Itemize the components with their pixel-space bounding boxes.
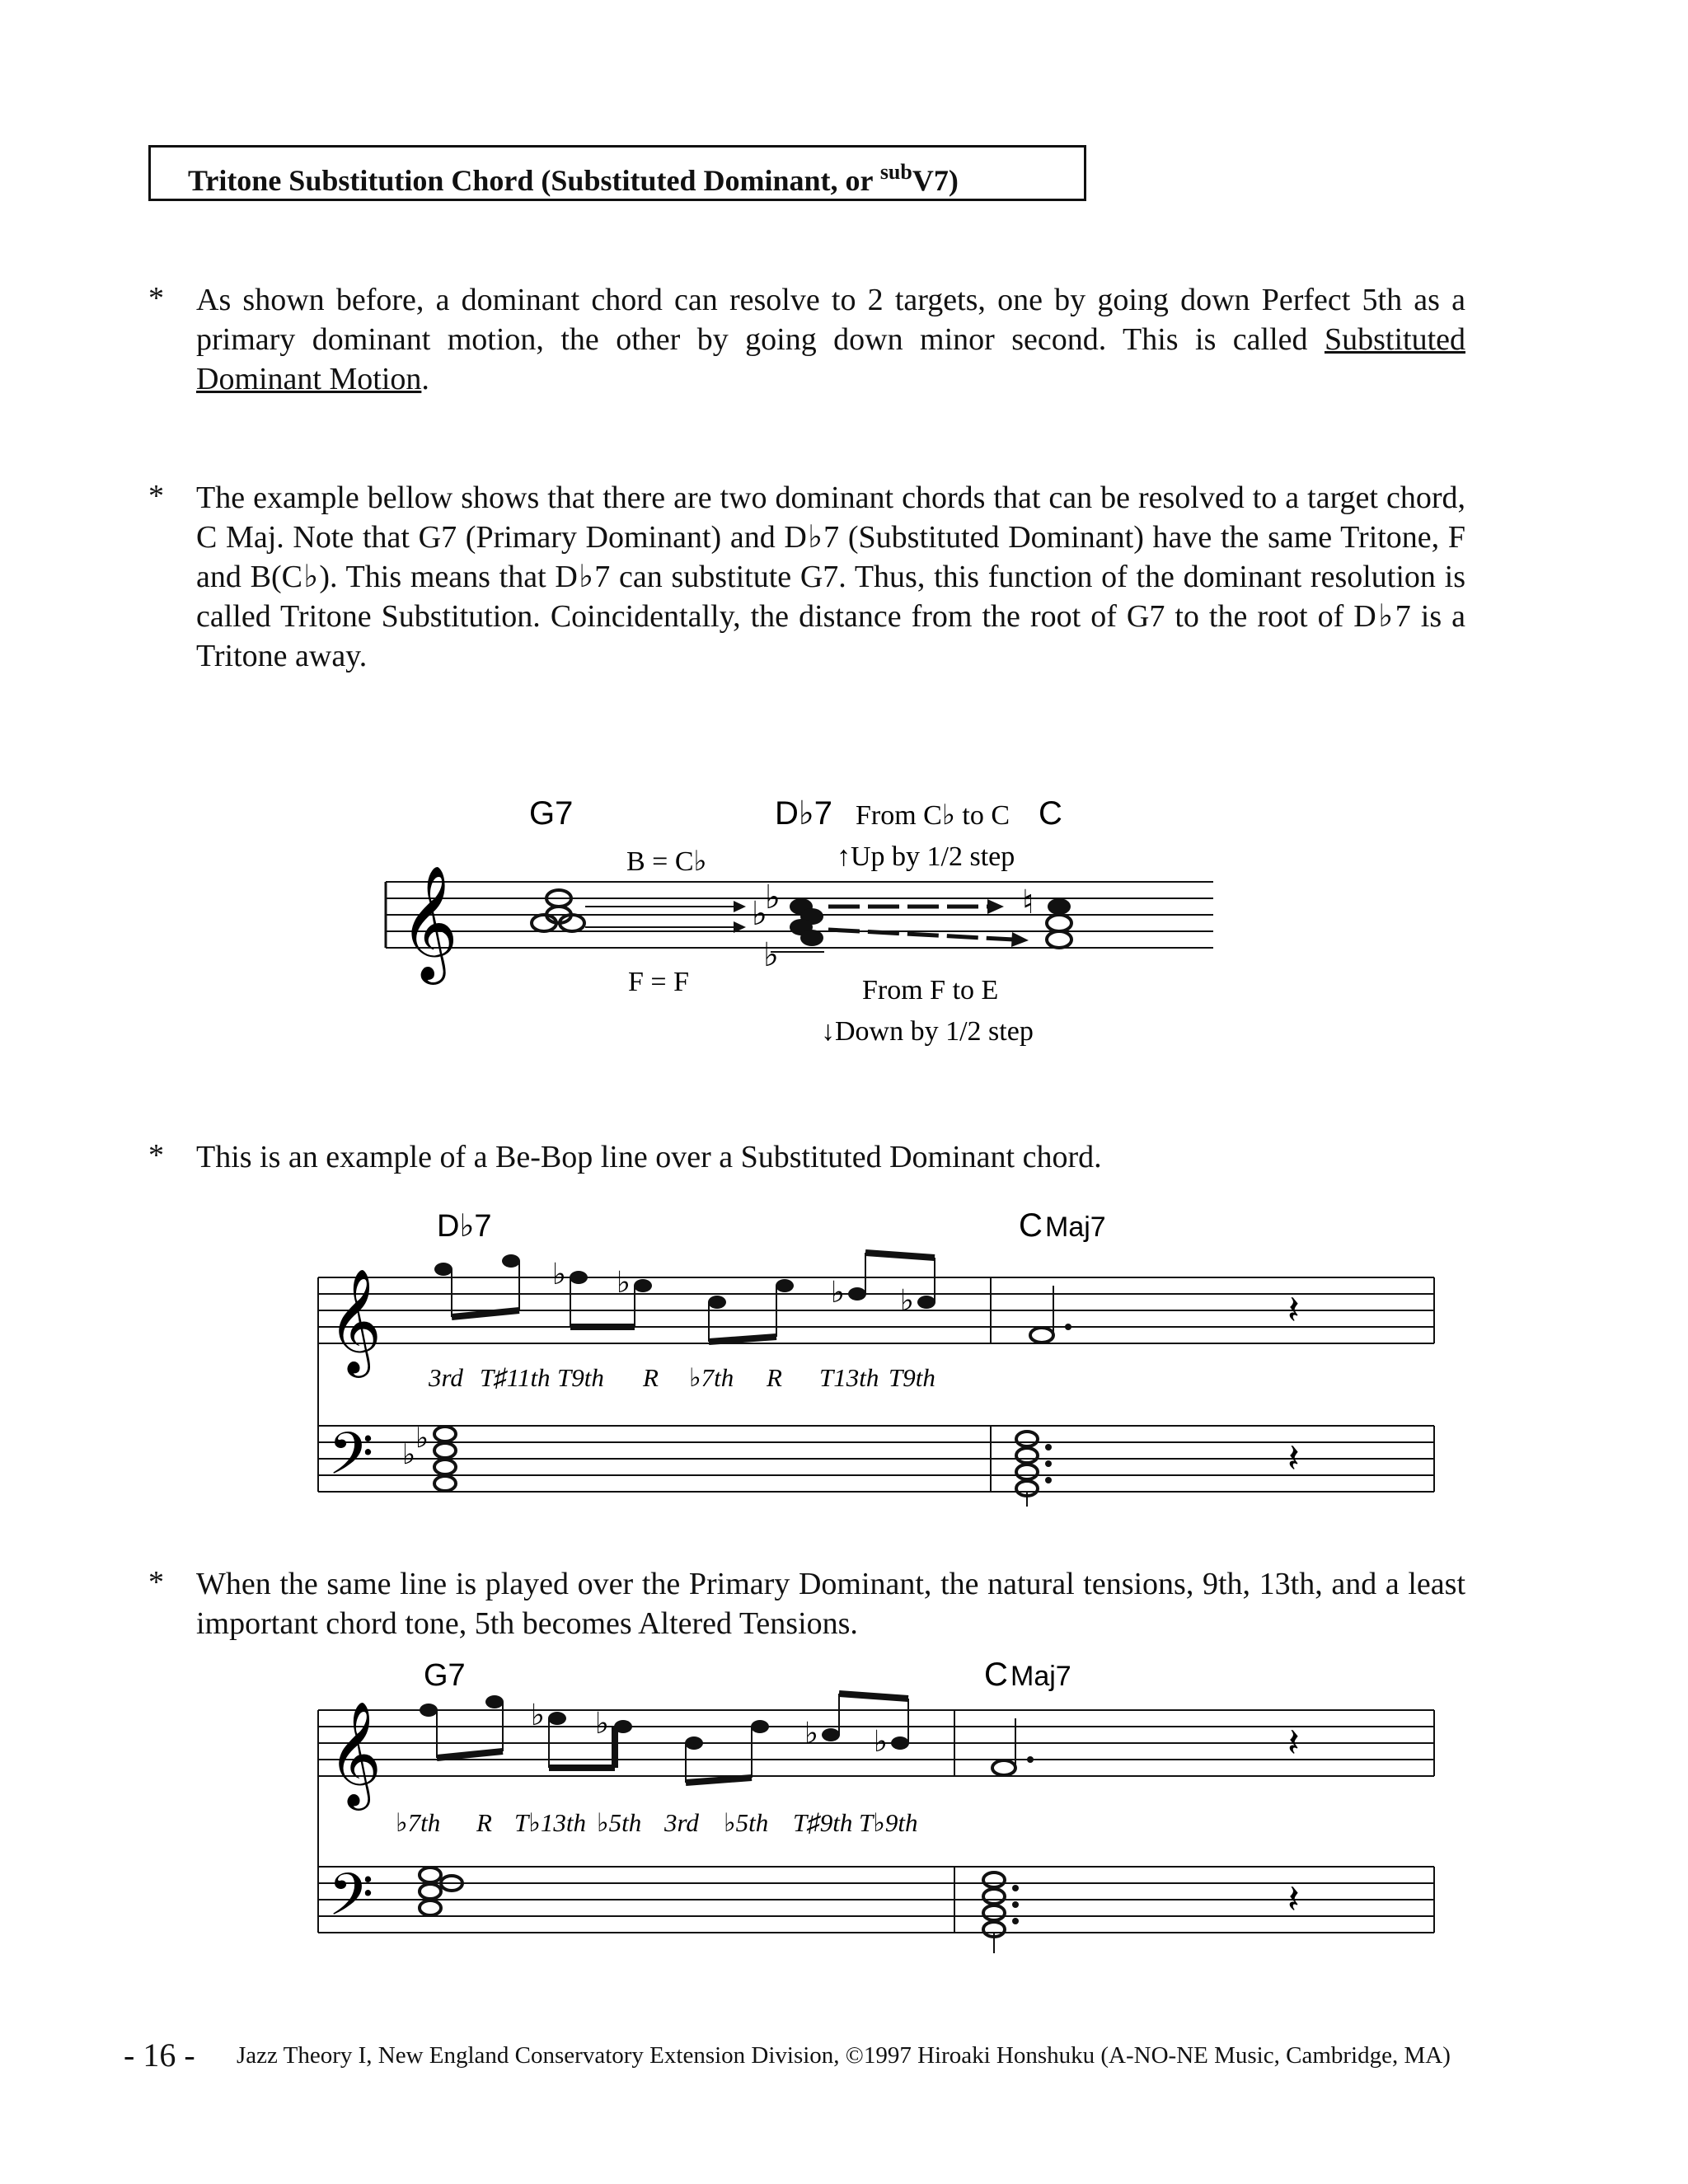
svg-text:T♭13th: T♭13th — [514, 1808, 586, 1837]
svg-text:R: R — [476, 1808, 492, 1837]
svg-text:♭: ♭ — [617, 1266, 631, 1299]
svg-text:♭: ♭ — [804, 1717, 818, 1750]
page-number: - 16 - — [124, 2036, 195, 2074]
svg-text:♭: ♭ — [874, 1725, 888, 1758]
page-title: Tritone Substitution Chord (Substituted Dominant, or $^{sub}$V7) — [188, 160, 959, 197]
svg-text:♭: ♭ — [765, 879, 781, 916]
bullet-marker: * — [148, 1565, 164, 1600]
paragraph-tritone-example: The example bellow shows that there are two dominant chords that can be resolved to a target chord, C Maj. Note that G7 (Primary Dominant) and D♭7 (Substituted Dominant) have the same Tritone, F and B(C♭). This means that D♭7 can substitute G7. Thus, this function of the dominant resolution is called Tritone Substitution. Coincidentally, the distance from the root of G7 to the root of D♭7 is a Tritone away. — [196, 480, 1465, 673]
quarter-rest-icon: 𝄽 — [1287, 1722, 1300, 1765]
svg-text:3rd: 3rd — [429, 1363, 463, 1392]
chord-notes-dflat7 — [752, 879, 824, 973]
paragraph-primary-dominant: When the same line is played over the Primary Dominant, the natural tensions, 9th, 13th, and a least important chord tone, 5th becomes Altered Tensions. — [196, 1567, 1465, 1641]
label-up-half-step: ↑Up by 1/2 step — [837, 841, 1015, 872]
chord-symbol-dflat7: D♭7 — [775, 795, 832, 832]
svg-text:♭7th: ♭7th — [396, 1808, 441, 1837]
chord-symbol-g7: G7 — [529, 795, 574, 832]
bass-chord-dflat7 — [402, 1423, 456, 1491]
bullet-marker: * — [148, 479, 164, 513]
treble-clef-icon: 𝄞 — [328, 1271, 382, 1371]
svg-text:♮: ♮ — [1022, 883, 1034, 921]
resolution-arrow-lower — [828, 930, 1029, 947]
svg-text:T9th: T9th — [557, 1363, 604, 1392]
chord-symbol-g7: G7 — [424, 1658, 466, 1693]
tritone-arrow-upper — [585, 901, 746, 912]
bass-chord-cmaj7 — [983, 1872, 1019, 1953]
bullet-marker: * — [148, 1138, 164, 1173]
bebop-line-g7-example — [0, 1644, 1688, 1957]
melody-notes — [434, 1253, 1071, 1343]
resolution-arrow-upper — [828, 899, 1004, 914]
melody-notes — [420, 1694, 1034, 1783]
svg-text:T♯9th: T♯9th — [793, 1808, 853, 1837]
paragraph-substituted-dominant-motion: As shown before, a dominant chord can resolve to 2 targets, one by going down Perfect 5th as a primary dominant motion, the other by going down minor second. This is called Substituted Dominant Motion. — [196, 283, 1465, 396]
tension-analysis — [428, 1363, 935, 1392]
svg-text:T♭9th: T♭9th — [859, 1808, 918, 1837]
paragraph-bebop-example: This is an example of a Be-Bop line over a Substituted Dominant chord. — [196, 1140, 1102, 1174]
treble-clef-icon: 𝄞 — [400, 868, 458, 977]
svg-text:♭5th: ♭5th — [597, 1808, 642, 1837]
svg-text:♭: ♭ — [595, 1707, 609, 1740]
label-from-cflat-to-c: From C♭ to C — [856, 800, 1010, 831]
svg-text:T13th: T13th — [819, 1363, 879, 1392]
svg-text:♭5th: ♭5th — [724, 1808, 769, 1837]
footer-credit: Jazz Theory I, New England Conservatory Extension Division, ©1997 Hiroaki Honshuku (A-NO-NE Music, Cambridge, MA) — [237, 2042, 1451, 2069]
svg-text:♭: ♭ — [831, 1276, 845, 1309]
treble-clef-icon: 𝄞 — [328, 1704, 382, 1804]
quarter-rest-icon: 𝄽 — [1287, 1289, 1300, 1333]
svg-text:R: R — [643, 1363, 659, 1392]
svg-text:♭: ♭ — [531, 1699, 545, 1732]
chord-symbol-cmaj7-root: C — [1019, 1207, 1043, 1244]
chord-symbol-cmaj7-root: C — [984, 1657, 1008, 1693]
quarter-rest-icon: 𝄽 — [1287, 1878, 1300, 1922]
label-f-equals-f: F = F — [628, 967, 689, 997]
svg-text:3rd: 3rd — [664, 1808, 699, 1837]
label-down-half-step: ↓Down by 1/2 step — [821, 1016, 1034, 1047]
svg-text:R: R — [767, 1363, 782, 1392]
label-from-f-to-e: From F to E — [862, 975, 999, 1005]
chord-symbol-cmaj7-quality: Maj7 — [1010, 1661, 1071, 1692]
term-substituted-dominant-motion: Substituted Dominant Motion — [196, 322, 1465, 396]
svg-text:♭: ♭ — [402, 1440, 416, 1470]
bass-clef-icon: 𝄢 — [328, 1422, 374, 1501]
svg-text:T♯11th: T♯11th — [480, 1363, 551, 1392]
svg-text:♭: ♭ — [552, 1258, 566, 1291]
bebop-line-subv7-example — [0, 1195, 1688, 1508]
tritone-substitution-example — [0, 783, 1688, 1071]
chord-notes-g7 — [532, 890, 584, 931]
chord-symbol-c: C — [1039, 795, 1062, 832]
bass-chord-g7 — [420, 1868, 462, 1915]
bass-clef-icon: 𝄢 — [328, 1863, 374, 1942]
tension-analysis — [396, 1808, 917, 1837]
chord-symbol-cmaj7-quality: Maj7 — [1045, 1212, 1106, 1243]
bullet-marker: * — [148, 281, 164, 316]
quarter-rest-icon: 𝄽 — [1287, 1437, 1300, 1481]
svg-text:♭7th: ♭7th — [689, 1363, 734, 1392]
svg-text:♭: ♭ — [763, 936, 779, 973]
svg-text:T9th: T9th — [889, 1363, 935, 1392]
svg-text:♭: ♭ — [752, 895, 767, 932]
label-b-equals-cflat: B = C♭ — [626, 846, 707, 877]
chord-symbol-dflat7: D♭7 — [437, 1209, 492, 1244]
svg-text:♭: ♭ — [415, 1423, 429, 1454]
svg-text:♭: ♭ — [900, 1284, 914, 1317]
